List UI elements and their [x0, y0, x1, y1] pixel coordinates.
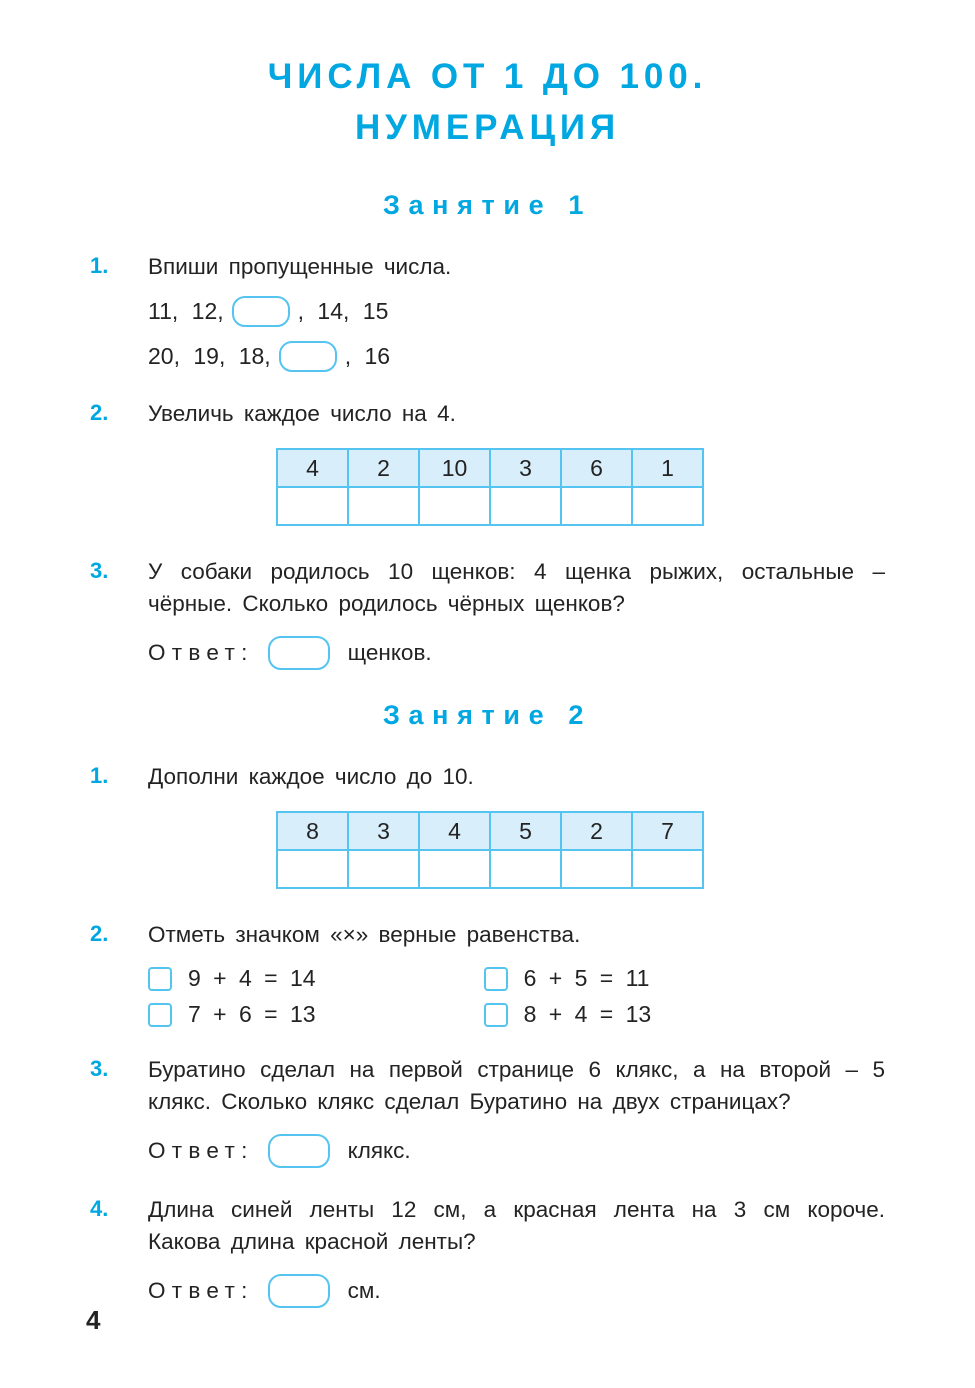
- task-text: Впиши пропущенные числа.: [148, 253, 452, 279]
- lesson1-heading: Занятие 1: [382, 189, 593, 220]
- lesson1-task1: [90, 251, 885, 373]
- table-answer-cell[interactable]: [277, 850, 348, 888]
- answer-box[interactable]: [268, 1274, 330, 1308]
- table-answer-cell[interactable]: [561, 487, 632, 525]
- page-title-line1: ЧИСЛА ОТ 1 ДО 100.: [267, 57, 708, 96]
- equation-text: 9 + 4 = 14: [188, 965, 316, 992]
- equations-left-column: [148, 965, 316, 1028]
- answer-suffix: щенков.: [347, 640, 432, 666]
- lesson2-task4: [90, 1194, 885, 1308]
- numbers-table-lesson2: [276, 811, 704, 889]
- table-answer-cell[interactable]: [632, 850, 703, 888]
- task-text: Буратино сделал на первой странице 6 клякс, а на второй – 5 клякс. Сколько клякс сделал Буратино на двух страницах?: [148, 1057, 885, 1115]
- table-answer-cell[interactable]: [561, 850, 632, 888]
- task-text: Дополни каждое число до 10.: [148, 764, 474, 790]
- equation-checkbox[interactable]: [484, 1003, 508, 1027]
- page-title: [90, 52, 885, 154]
- sequence-before: 11, 12,: [148, 298, 224, 325]
- task-number: 2.: [90, 400, 109, 426]
- lesson1-task2: [90, 398, 885, 530]
- lesson2-task2: [90, 919, 885, 1028]
- table-value-cell: 4: [277, 449, 348, 487]
- table-value-cell: 3: [490, 449, 561, 487]
- task-number: 3.: [90, 558, 109, 584]
- answer-line: [148, 1134, 885, 1168]
- task-text: Отметь значком «×» верные равенства.: [148, 922, 581, 948]
- task-number: 1.: [90, 763, 109, 789]
- answer-line: [148, 636, 885, 670]
- table-answer-row: [277, 487, 703, 525]
- table-answer-cell[interactable]: [490, 850, 561, 888]
- answer-suffix: клякс.: [347, 1138, 411, 1163]
- equation-text: 6 + 5 = 11: [523, 965, 650, 992]
- equation-text: 7 + 6 = 13: [188, 1001, 316, 1028]
- task-number: 3.: [90, 1056, 109, 1082]
- table-answer-cell[interactable]: [632, 487, 703, 525]
- table-value-cell: 8: [277, 812, 348, 850]
- lesson2-task1: [90, 761, 885, 893]
- answer-line: [148, 1274, 885, 1308]
- equations-right-column: [484, 965, 652, 1028]
- numbers-table-lesson1: [276, 448, 704, 526]
- equation-checkbox[interactable]: [148, 967, 172, 991]
- page-number: 4: [86, 1305, 101, 1335]
- table-answer-cell[interactable]: [348, 487, 419, 525]
- table-given-row: [277, 812, 703, 850]
- equation-checkbox[interactable]: [148, 1003, 172, 1027]
- table-value-cell: 1: [632, 449, 703, 487]
- lesson2-heading: Занятие 2: [382, 700, 593, 731]
- table-value-cell: 2: [561, 812, 632, 850]
- table-value-cell: 6: [561, 449, 632, 487]
- task-number: 2.: [90, 921, 109, 947]
- sequence-before: 20, 19, 18,: [148, 343, 271, 370]
- answer-suffix: см.: [347, 1277, 381, 1303]
- answer-label: Ответ:: [148, 640, 254, 666]
- table-answer-cell[interactable]: [419, 850, 490, 888]
- table-value-cell: 3: [348, 812, 419, 850]
- lesson1-task3: [90, 556, 885, 670]
- table-answer-cell[interactable]: [490, 487, 561, 525]
- equation-text: 8 + 4 = 13: [523, 1001, 652, 1028]
- task-text: Увеличь каждое число на 4.: [148, 401, 456, 427]
- table-answer-row: [277, 850, 703, 888]
- answer-label: Ответ:: [148, 1277, 254, 1303]
- task-number: 4.: [90, 1196, 109, 1221]
- table-answer-cell[interactable]: [419, 487, 490, 525]
- equation-checkbox[interactable]: [484, 967, 508, 991]
- table-value-cell: 4: [419, 812, 490, 850]
- lesson2-task3: [90, 1054, 885, 1168]
- task-text: У собаки родилось 10 щенков: 4 щенка рыжих, остальные – чёрные. Сколько родилось чёрных щенков?: [148, 559, 885, 617]
- answer-box[interactable]: [268, 636, 330, 670]
- equations-block: [148, 965, 885, 1028]
- missing-number-box[interactable]: [279, 341, 337, 372]
- answer-box[interactable]: [268, 1134, 330, 1168]
- task-number: 1.: [90, 252, 109, 278]
- table-answer-cell[interactable]: [348, 850, 419, 888]
- equation-row: [484, 965, 652, 992]
- sequence-after: , 16: [344, 343, 391, 370]
- table-given-row: [277, 449, 703, 487]
- table-answer-cell[interactable]: [277, 487, 348, 525]
- equation-row: [484, 1001, 652, 1028]
- missing-number-box[interactable]: [232, 296, 290, 327]
- sequence-line-1: [148, 296, 885, 327]
- equation-row: [148, 965, 316, 992]
- page-title-line2: НУМЕРАЦИЯ: [354, 107, 621, 147]
- table-value-cell: 5: [490, 812, 561, 850]
- sequence-after: , 14, 15: [297, 298, 389, 325]
- table-value-cell: 7: [632, 812, 703, 850]
- sequence-line-2: [148, 341, 885, 372]
- table-value-cell: 2: [348, 449, 419, 487]
- task-text: Длина синей ленты 12 см, а красная лента на 3 см короче. Какова длина красной ленты?: [148, 1197, 885, 1254]
- equation-row: [148, 1001, 316, 1028]
- table-value-cell: 10: [419, 449, 490, 487]
- answer-label: Ответ:: [148, 1138, 254, 1163]
